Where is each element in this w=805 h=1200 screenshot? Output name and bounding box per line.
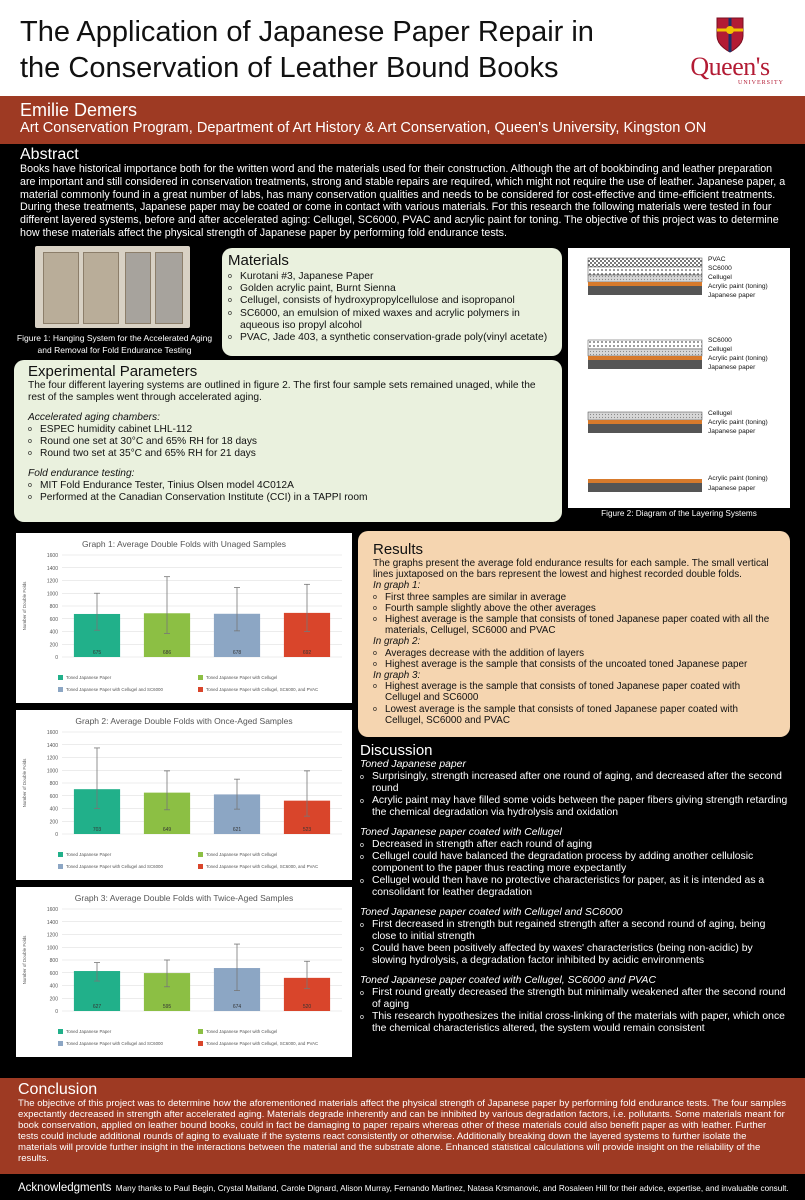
crest-icon [715,16,745,54]
chart-title: Graph 1: Average Double Folds with Unaged Samples [82,539,286,549]
graph2-results-heading: In graph 2: [373,636,421,648]
legend-swatch [58,687,63,692]
legend-label: Toned Japanese Paper with Cellugel [206,675,278,680]
legend-label: Toned Japanese Paper [66,852,112,857]
graph-2 [16,710,352,880]
y-tick-label: 1600 [46,907,58,913]
layer-label: Japanese paper [708,485,756,492]
aging-item: o ESPEC humidity cabinet LHL-112 [28,424,548,436]
results-item: o Fourth sample slightly above the other averages [373,603,775,614]
legend-label: Toned Japanese Paper with Cellugel, SC6000, and PVAC [206,1041,319,1046]
layer-label: Japanese paper [708,428,756,435]
data-label: 692 [302,650,312,656]
aging-item: o Round one set at 30°C and 65% RH for 18 days [28,436,548,448]
layer-acrylic [588,479,702,483]
y-tick-label: 600 [49,793,58,800]
discussion-item: o Surprisingly, strength increased after one round of aging, and decreased after the second round [360,771,790,795]
figure1-caption [12,332,217,356]
discussion-subheading: Toned Japanese paper coated with Cellugel, SC6000 and PVAC [360,975,656,986]
y-tick-label: 1000 [46,591,58,598]
discussion-list [360,771,790,819]
y-tick-label: 800 [49,781,58,787]
legend-label: Toned Japanese Paper [66,1029,112,1034]
fold-list [28,480,548,505]
author-band [0,96,805,144]
layer-label: Japanese paper [708,292,756,299]
graph3-results-heading: In graph 3: [373,670,421,682]
results-box [358,531,790,737]
y-tick-label: 1400 [46,919,58,926]
aging-heading: Accelerated aging chambers: [28,411,160,423]
fold-item: o Performed at the Canadian Conservation Institute (CCI) in a TAPPI room [28,492,548,504]
materials-item: o Golden acrylic paint, Burnt Sienna [228,283,556,295]
experimental-box [14,360,562,522]
discussion-subheading: Toned Japanese paper [360,759,466,770]
y-tick-label: 1000 [46,768,58,775]
discussion-heading: Discussion [360,742,433,759]
discussion-item: o This research hypothesizes the initial cross-linking of the materials with paper, which once the chemical characteristics altered, the system would remain consistent [360,1011,790,1035]
results-intro: The graphs present the average fold endurance results for each sample. The small vertical lines juxtaposed on the bars represent the lowest and highest recorded double folds. [373,558,769,581]
title-line-1: The Application of Japanese Paper Repair in [20,16,594,48]
discussion-item: o Decreased in strength after each round of aging [360,839,790,851]
y-tick-label: 1400 [46,742,58,749]
y-tick-label: 0 [55,655,58,661]
discussion-item: o Acrylic paint may have filled some voids between the paper fibers giving strength retarding the chemical degradation via hydrolysis and oxidation [360,795,790,819]
y-tick-label: 1200 [46,932,58,939]
results-item: o Highest average is the sample that consists of toned Japanese paper coated with Cellugel and SC6000 [373,681,775,703]
y-tick-label: 800 [49,604,58,610]
layer-cellugel [588,275,702,282]
layer-label: Cellugel [708,346,732,353]
y-tick-label: 1600 [46,553,58,559]
figure1-photo [35,246,190,328]
layering-diagram-svg [568,248,790,508]
data-label: 674 [232,1004,242,1010]
legend-label: Toned Japanese Paper with Cellugel, SC6000, and PVAC [206,864,319,869]
layer-paper [588,360,702,369]
layer-label: Cellugel [708,274,732,281]
y-tick-label: 200 [49,819,58,826]
discussion-item: o First round greatly decreased the strength but minimally weakened after the second round of aging [360,987,790,1011]
layer-system-2 [588,337,768,371]
legend-swatch [198,1029,203,1034]
legend-swatch [58,675,63,680]
legend-label: Toned Japanese Paper with Cellugel [206,852,278,857]
legend-label: Toned Japanese Paper [66,675,112,680]
layer-label: Japanese paper [708,364,756,371]
layer-paper [588,286,702,295]
data-label: 675 [92,650,102,656]
graph1-results-list [373,592,775,637]
y-tick-label: 0 [55,832,58,838]
discussion-section [360,742,790,1077]
graph-3-svg [16,887,352,1057]
graph2-results-list [373,648,775,670]
conclusion-text: The objective of this project was to determine how the aforementioned materials affect the physical strength of Japanese paper by performing fold endurance tests. The four samples expectantly decreased in strength after accelerated aging. Materials degrade inherently and can be inhibited by various degradation factors, i.e. pollutants. Some materials meant for book conservation, applied on leather bound books, could in fact be damaging to paper repairs whereas other of these materials could also benefit paper as with leather. Further tests could include additional rounds of aging to evaluate if the systems react consistently or otherwise. Additionally breaking down the layered systems to further isolate the materials will provide further insight in the interactions between the material and the substrate alone. Enhanced statistical calculations will provide insight on the reliability of the results. [18,1098,787,1164]
chart-title: Graph 2: Average Double Folds with Once-Aged Samples [75,716,293,726]
legend-swatch [58,864,63,869]
layer-paper [588,424,702,433]
layer-label: PVAC [708,256,726,263]
data-label: 686 [162,650,172,656]
discussion-list [360,987,790,1035]
conclusion-heading: Conclusion [18,1081,98,1098]
fold-item: o MIT Fold Endurance Tester, Tinius Olsen model 4C012A [28,480,548,492]
legend-label: Toned Japanese Paper with Cellugel and SC6000 [66,864,163,869]
y-tick-label: 400 [49,629,58,636]
abstract-heading: Abstract [20,146,79,163]
y-tick-label: 1000 [46,945,58,952]
layer-acrylic [588,356,702,360]
y-tick-label: 1200 [46,755,58,762]
materials-heading: Materials [228,252,289,269]
y-tick-label: 1200 [46,578,58,585]
legend-swatch [58,852,63,857]
legend-swatch [198,687,203,692]
aging-list [28,424,548,461]
data-label: 703 [92,827,102,833]
legend-swatch [198,1041,203,1046]
layer-system-1 [588,256,768,299]
discussion-item: o Cellugel could have balanced the degradation process by adding another cellulosic component to the paper thus reacting more expectantly [360,851,790,875]
layer-paper [588,483,702,492]
discussion-subheading: Toned Japanese paper coated with Cellugel [360,827,562,838]
poster-header [0,0,805,96]
acknowledgments-text: Many thanks to Paul Begin, Crystal Maitland, Carole Dignard, Alison Murray, Fernando Martinez, Natasa Krsmanovic, and Rosaleen Hill for their advice, expertise, and invaluable consult. [115,1184,789,1193]
university-logo [670,14,790,92]
chart-ylabel: Number of Double Folds [22,758,27,808]
layer-label: Acrylic paint (toning) [708,475,768,482]
graph-3 [16,887,352,1057]
layer-acrylic [588,282,702,286]
logo-subtitle: UNIVERSITY [738,80,784,86]
results-item: o First three samples are similar in average [373,592,775,603]
discussion-item: o Could have been positively affected by waxes' characteristics (being non-acidic) by slowing hydrolysis, a degradation factor inhibited by acidic environments [360,943,790,967]
materials-item: o Kurotani #3, Japanese Paper [228,271,556,283]
chart-ylabel: Number of Double Folds [22,935,27,985]
experimental-intro: The four different layering systems are outlined in figure 2. The first four sample sets remained unaged, while the rest of the samples went through accelerated aging. [28,380,536,404]
discussion-item: o Cellugel would then have no protective characteristics for paper, as it is intended as a consolidant for leather degradation [360,875,790,899]
discussion-subheading: Toned Japanese paper coated with Cellugel and SC6000 [360,907,623,918]
data-label: 523 [302,827,312,833]
poster-title [20,14,660,86]
experimental-heading: Experimental Parameters [28,363,198,380]
acknowledgments-heading: Acknowledgments [18,1182,112,1194]
y-tick-label: 600 [49,616,58,623]
layer-pvac [588,258,702,267]
layer-system-4 [588,475,768,492]
layer-sc6000 [588,340,702,349]
legend-label: Toned Japanese Paper with Cellugel [206,1029,278,1034]
legend-label: Toned Japanese Paper with Cellugel, SC6000, and PVAC [206,687,319,692]
legend-swatch [198,852,203,857]
sample-board [125,252,151,324]
results-item: o Lowest average is the sample that consists of toned Japanese paper coated with Cellugel, SC6000 and PVAC [373,704,775,726]
graph3-results-list [373,681,775,726]
sample-rack [83,252,119,324]
data-label: 678 [232,650,242,656]
materials-item: o SC6000, an emulsion of mixed waxes and acrylic polymers in aqueous iso propyl alcohol [228,308,556,332]
y-tick-label: 200 [49,642,58,649]
discussion-item: o First decreased in strength but regained strength after a second round of aging, being close to initial strength [360,919,790,943]
graph-1-svg [16,533,352,703]
y-tick-label: 400 [49,806,58,813]
y-tick-label: 600 [49,970,58,977]
chart-ylabel: Number of Double Folds [22,581,27,631]
legend-label: Toned Japanese Paper with Cellugel and SC6000 [66,1041,163,1046]
figure2-caption: Figure 2: Diagram of the Layering Systems [601,509,757,518]
legend-swatch [198,864,203,869]
author-name: Emilie Demers [20,100,138,120]
graph-2-svg [16,710,352,880]
layer-acrylic [588,420,702,424]
data-label: 649 [162,827,172,833]
discussion-list [360,919,790,967]
data-label: 520 [302,1004,312,1010]
materials-box [222,248,562,356]
results-item: o Highest average is the sample that consists of toned Japanese paper coated with all the materials, Cellugel, SC6000 and PVAC [373,614,775,636]
figure1-caption-line2: and Removal for Fold Endurance Testing [37,345,192,355]
data-label: 627 [92,1004,102,1010]
results-item: o Averages decrease with the addition of layers [373,648,775,659]
layer-sc6000 [588,267,702,275]
layer-system-3 [588,410,768,435]
layer-label: Acrylic paint (toning) [708,355,768,362]
aging-item: o Round two set at 35°C and 65% RH for 21 days [28,448,548,460]
chart-title: Graph 3: Average Double Folds with Twice-Aged Samples [74,893,294,903]
legend-label: Toned Japanese Paper with Cellugel and SC6000 [66,687,163,692]
conclusion-band [0,1078,805,1174]
materials-item: o PVAC, Jade 403, a synthetic conservation-grade poly(vinyl acetate) [228,332,556,344]
layer-cellugel [588,349,702,356]
materials-list [228,271,556,344]
y-tick-label: 1400 [46,565,58,572]
results-item: o Highest average is the sample that consists of the uncoated toned Japanese paper [373,659,775,670]
acknowledgments [0,1174,805,1200]
graph-1 [16,533,352,703]
y-tick-label: 1600 [46,730,58,736]
y-tick-label: 0 [55,1009,58,1015]
layering-diagram [568,248,790,508]
figure1-caption-line1: Figure 1: Hanging System for the Accelerated Aging [16,333,213,343]
graph1-results-heading: In graph 1: [373,580,421,592]
data-label: 621 [232,827,242,833]
legend-swatch [58,1029,63,1034]
fold-heading: Fold endurance testing: [28,467,135,479]
legend-swatch [198,675,203,680]
author-affiliation: Art Conservation Program, Department of Art History & Art Conservation, Queen's University, Kingston ON [20,120,707,136]
title-line-2: the Conservation of Leather Bound Books [20,52,559,84]
layer-label: Acrylic paint (toning) [708,419,768,426]
layer-label: SC6000 [708,265,732,272]
sample-rack [43,252,79,324]
sample-board [155,252,183,324]
layer-label: SC6000 [708,337,732,344]
results-heading: Results [373,541,424,558]
y-tick-label: 200 [49,996,58,1003]
y-tick-label: 800 [49,958,58,964]
y-tick-label: 400 [49,983,58,990]
layer-cellugel [588,412,702,420]
logo-wordmark: Queen's [690,52,770,81]
layer-label: Cellugel [708,410,732,417]
discussion-list [360,839,790,899]
data-label: 595 [162,1004,172,1010]
layer-label: Acrylic paint (toning) [708,283,768,290]
legend-swatch [58,1041,63,1046]
abstract-text: Books have historical importance both for the written word and the materials used for their construction. Although the art of bookbinding and leather preparation are important and still considered in conservation treatments, strong and stable repairs are required, which might not require the use of leather. Japanese paper, a material commonly found in a great number of labs, has many conservation qualities and needs to be considered for cost-effective and time-efficient treatments. During these treatments, Japanese paper may be coated or come in contact with various materials. For this research the following materials were tested in four different layered systems, before and after accelerated aging: Cellugel, SC6000, PVAC and acrylic paint for toning. The objective of this project was to determine how these materials affect the physical strength of Japanese paper by performing fold endurance tests. [20,163,786,239]
materials-item: o Cellugel, consists of hydroxypropylcellulose and isopropanol [228,295,556,307]
